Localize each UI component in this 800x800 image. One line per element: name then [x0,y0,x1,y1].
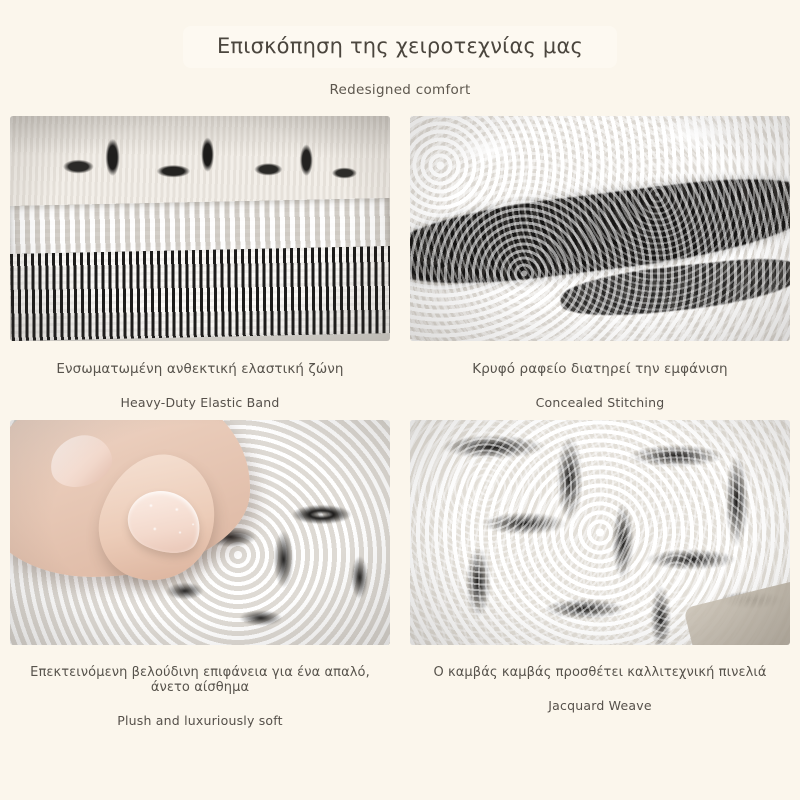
page-subtitle: Redesigned comfort [329,82,471,98]
concealed-stitching-photo [410,116,790,341]
feature-card-concealed-stitching [410,116,790,410]
texture-layer [10,116,390,341]
mesh-region [10,246,390,341]
fleece-fuzz-layer [410,116,790,341]
page-header [0,0,800,98]
photo-shadow [10,116,390,156]
feature-card-plush-surface [10,420,390,728]
feature-caption-english: Plush and luxuriously soft [117,713,283,728]
texture-layer [410,116,790,341]
feature-caption-greek: Κρυφό ραφείο διατηρεί την εμφάνιση [472,361,728,377]
feature-caption-english: Concealed Stitching [535,395,665,410]
feature-card-elastic-band [10,116,390,410]
plush-surface-photo [10,420,390,645]
feature-grid [0,116,800,728]
elastic-band-photo [10,116,390,341]
jacquard-weave-photo [410,420,790,645]
texture-layer [410,420,790,645]
texture-layer [10,420,390,645]
feature-caption-greek: Επεκτεινόμενη βελούδινη επιφάνεια για ένα απαλό, άνετο αίσθημα [30,665,370,695]
page-title: Επισκόπηση της χειροτεχνίας μας [183,26,617,68]
feature-caption-english: Heavy-Duty Elastic Band [120,395,280,410]
feature-card-jacquard-weave [410,420,790,728]
feature-caption-greek: Ο καμβάς καμβάς προσθέτει καλλιτεχνική πινελιά [433,665,767,680]
feature-caption-greek: Ενσωματωμένη ανθεκτική ελαστική ζώνη [56,361,344,377]
feature-caption-english: Jacquard Weave [548,698,652,713]
